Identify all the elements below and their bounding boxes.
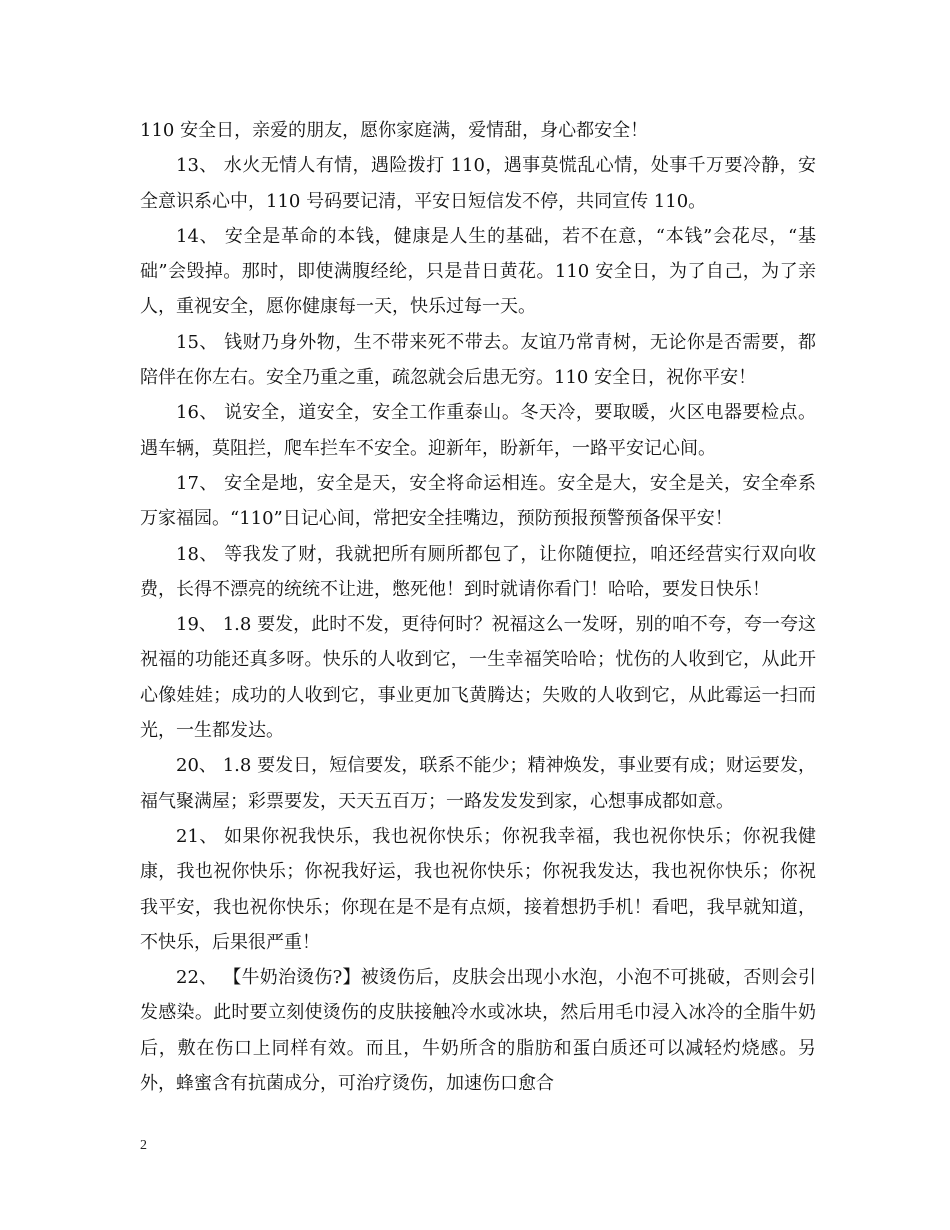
paragraph-16: 16、 说安全，道安全，安全工作重泰山。冬天冷，要取暖，火区电器要检点。遇车辆，莫阻拦，爬车拦车不安全。迎新年，盼新年，一路平安记心间。: [140, 402, 816, 459]
document-body: [140, 113, 816, 1101]
page-number: 2: [140, 1138, 147, 1153]
paragraph-13: 13、 水火无情人有情，遇险拨打 110，遇事莫慌乱心情，处事千万要冷静，安全意识系心中，110 号码要记清，平安日短信发不停，共同宣传 110。: [140, 155, 816, 212]
paragraph-22: 22、 【牛奶治烫伤?】被烫伤后，皮肤会出现小水泡，小泡不可挑破，否则会引发感染。此时要立刻使烫伤的皮肤接触冷水或冰块，然后用毛巾浸入冰冷的全脂牛奶后，敷在伤口上同样有效。而且，牛奶所含的脂肪和蛋白质还可以减轻灼烧感。另外，蜂蜜含有抗菌成分，可治疗烫伤，加速伤口愈合: [140, 967, 816, 1095]
paragraph-18: 18、 等我发了财，我就把所有厕所都包了，让你随便拉，咱还经营实行双向收费，长得不漂亮的统统不让进，憋死他！到时就请你看门！哈哈，要发日快乐！: [140, 543, 816, 600]
paragraph-continuation: 110 安全日，亲爱的朋友，愿你家庭满，爱情甜，身心都安全！: [140, 120, 649, 141]
paragraph-14: 14、 安全是革命的本钱，健康是人生的基础，若不在意，“本钱”会花尽，“基础”会毁掉。那时，即使满腹经纶，只是昔日黄花。110 安全日，为了自己，为了亲人，重视安全，愿你健康每一天，快乐过每一天。: [140, 225, 816, 318]
paragraph-20: 20、 1.8 要发日，短信要发，联系不能少；精神焕发，事业要有成；财运要发，福气聚满屋；彩票要发，天天五百万；一路发发发到家，心想事成都如意。: [140, 755, 816, 812]
paragraph-21: 21、 如果你祝我快乐，我也祝你快乐；你祝我幸福，我也祝你快乐；你祝我健康，我也祝你快乐；你祝我好运，我也祝你快乐；你祝我发达，我也祝你快乐；你祝我平安，我也祝你快乐；你现在是不是有点烦，接着想扔手机！看吧，我早就知道，不快乐，后果很严重！: [140, 825, 816, 953]
paragraph-15: 15、 钱财乃身外物，生不带来死不带去。友谊乃常青树，无论你是否需要，都陪伴在你左右。安全乃重之重，疏忽就会后患无穷。110 安全日，祝你平安！: [140, 331, 816, 389]
paragraph-17: 17、 安全是地，安全是天，安全将命运相连。安全是大，安全是关，安全牵系万家福园。“110”日记心间，常把安全挂嘴边，预防预报预警预备保平安！: [140, 472, 816, 530]
paragraph-19: 19、 1.8 要发，此时不发，更待何时？祝福这么一发呀，别的咱不夸，夸一夸这祝福的功能还真多呀。快乐的人收到它，一生幸福笑哈哈；忧伤的人收到它，从此开心像娃娃；成功的人收到它，事业更加飞黄腾达；失败的人收到它，从此霉运一扫而光，一生都发达。: [140, 614, 816, 742]
